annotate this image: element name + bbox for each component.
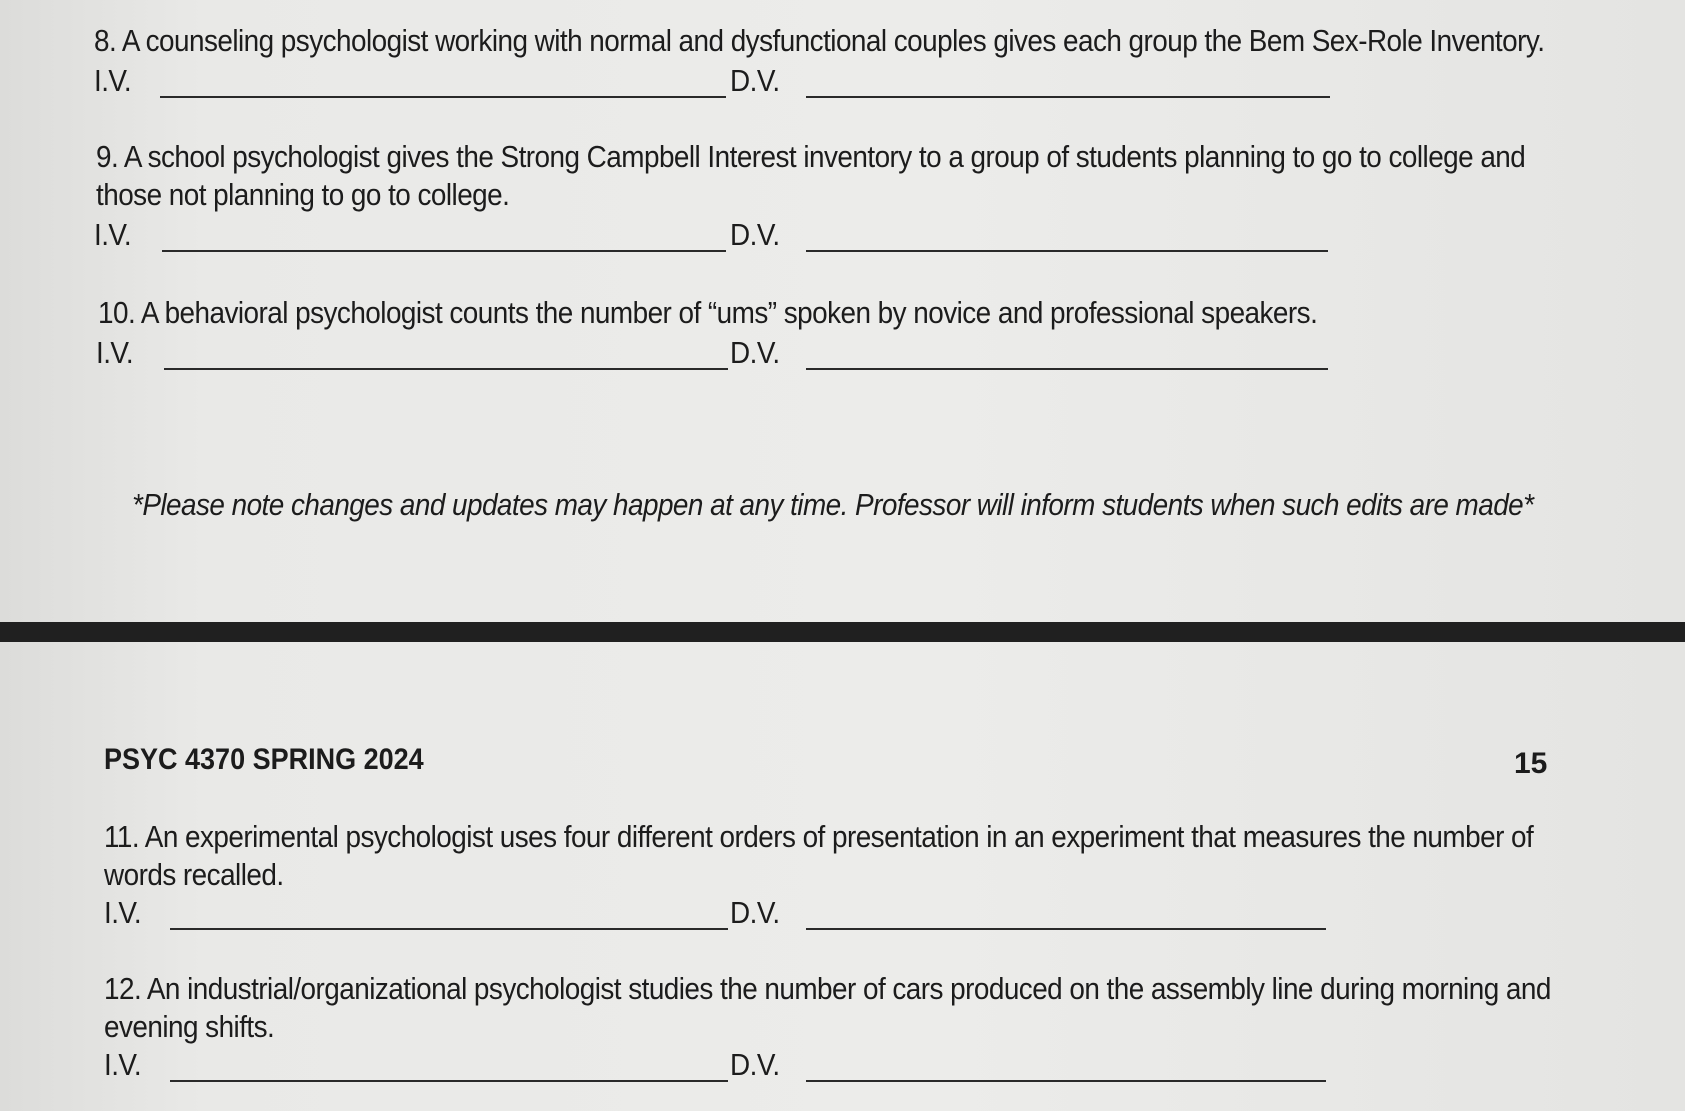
question-9-dv-label: D.V. [730,217,780,252]
question-9-line-2: those not planning to go to college. [96,177,510,212]
question-11-text [104,818,1533,894]
course-header: PSYC 4370 SPRING 2024 [104,743,424,776]
question-11-dv-blank[interactable] [806,928,1326,930]
question-12-line-2: evening shifts. [104,1009,275,1044]
question-10-text [98,294,1317,332]
question-11-line-2: words recalled. [104,857,284,892]
question-9-line-1: 9. A school psychologist gives the Strong Campbell Interest inventory to a group of students planning to go to college and [96,139,1526,174]
question-12-line-1: 12. An industrial/organizational psychologist studies the number of cars produced on the assembly line during morning and [104,971,1551,1006]
question-9-iv-label: I.V. [94,217,132,252]
question-8-dv-label: D.V. [730,63,780,98]
question-12-iv-label: I.V. [104,1047,142,1082]
question-9-text [96,138,1525,214]
question-10-iv-blank[interactable] [164,368,728,370]
question-8-line-1: 8. A counseling psychologist working with normal and dysfunctional couples gives each group the Bem Sex-Role Inventory. [94,23,1545,58]
question-8-text [94,22,1544,60]
question-11-iv-label: I.V. [104,895,142,930]
question-8-iv-blank[interactable] [160,96,726,98]
question-9-answer-row [94,216,1354,256]
page-divider-bar [0,622,1685,642]
question-12-dv-blank[interactable] [806,1080,1326,1082]
question-10-line-1: 10. A behavioral psychologist counts the number of “ums” spoken by novice and professional speakers. [98,295,1318,330]
question-10-answer-row [96,334,1356,374]
question-11-iv-blank[interactable] [170,928,728,930]
question-12-dv-label: D.V. [730,1047,780,1082]
question-9-iv-blank[interactable] [162,250,726,252]
question-8-answer-row [94,62,1354,102]
question-12-answer-row [104,1046,1364,1086]
question-11-answer-row [104,894,1364,934]
question-12-iv-blank[interactable] [170,1080,728,1082]
question-8-iv-label: I.V. [94,63,132,98]
question-11-line-1: 11. An experimental psychologist uses four different orders of presentation in an experiment that measures the number of [104,819,1534,854]
question-8-dv-blank[interactable] [806,96,1330,98]
question-10-iv-label: I.V. [96,335,134,370]
question-12-text [104,970,1551,1046]
page-number: 15 [1514,747,1548,780]
question-9-dv-blank[interactable] [806,250,1328,252]
syllabus-change-note: *Please note changes and updates may happen at any time. Professor will inform students when such edits are made* [132,487,1534,522]
question-10-dv-label: D.V. [730,335,780,370]
question-10-dv-blank[interactable] [806,368,1328,370]
question-11-dv-label: D.V. [730,895,780,930]
